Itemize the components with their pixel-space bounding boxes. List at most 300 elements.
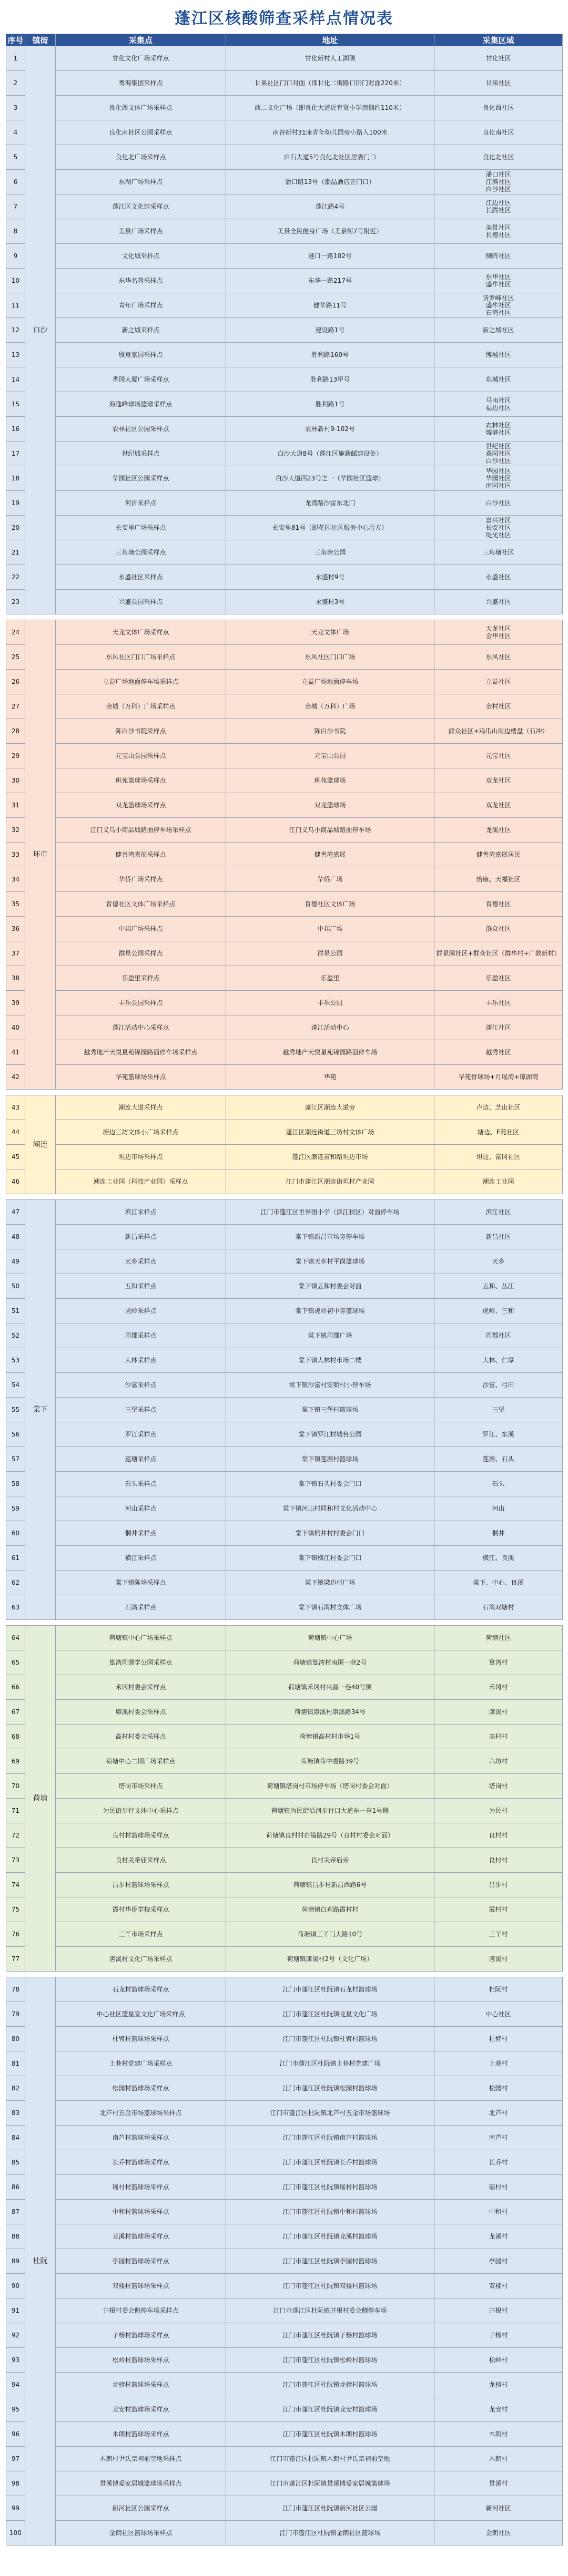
site-community: 塔岗村 <box>434 1774 563 1799</box>
row-number: 4 <box>6 120 25 145</box>
site-address: 东华一路217号 <box>226 269 434 293</box>
site-community: 美景社区 长德社区 <box>434 219 563 244</box>
site-community: 高村村 <box>434 1725 563 1749</box>
site-name: 木朗村篮球场采样点 <box>56 2422 226 2447</box>
row-number: 3 <box>6 96 25 120</box>
site-address: 江门市蓬江区杜阮镇亭园村篮球场 <box>226 2249 434 2274</box>
site-community: 天乡 <box>434 1249 563 1274</box>
row-number: 75 <box>6 1897 25 1922</box>
row-number: 16 <box>6 417 25 442</box>
table-row <box>6 1323 563 1348</box>
group-gap-cell <box>6 1194 563 1200</box>
row-number: 55 <box>6 1398 25 1422</box>
row-number: 51 <box>6 1299 25 1323</box>
site-name: 双龙篮球场采样点 <box>56 793 226 818</box>
row-number: 31 <box>6 793 25 818</box>
site-address: 棠下镇三堡村篮球场 <box>226 1398 434 1422</box>
site-community: 石头 <box>434 1472 563 1496</box>
site-address: 江门市蓬江区杜阮镇新河社区公园 <box>226 2496 434 2521</box>
row-number: 94 <box>6 2373 25 2397</box>
site-name: 禾冈村委会采样点 <box>56 1675 226 1700</box>
table-row <box>6 1799 563 1823</box>
town-cell: 白沙 <box>25 46 56 614</box>
site-address: 中邦广场 <box>226 917 434 941</box>
table-row <box>6 1447 563 1472</box>
row-number: 32 <box>6 818 25 843</box>
site-address: 江门市蓬江区杜阮镇龙溪村篮球场 <box>226 2224 434 2249</box>
site-name: 贯溪博爱家居城篮球场采样点 <box>56 2471 226 2496</box>
site-community: 东风社区 <box>434 645 563 670</box>
site-address: 棠下镇五和村委会对面 <box>226 1274 434 1299</box>
site-community: 篁湾村 <box>434 1650 563 1675</box>
row-number: 53 <box>6 1348 25 1373</box>
site-community: 新河社区 <box>434 2496 563 2521</box>
site-name: 香园大厦广场采样点 <box>56 367 226 392</box>
page-title: 蓬江区核酸筛查采样点情况表 <box>175 9 393 28</box>
site-community: 新之城社区 <box>434 318 563 343</box>
site-community: 龙溪村 <box>434 2224 563 2249</box>
site-community: 坦边、富冈社区 <box>434 1145 563 1169</box>
site-name: 滨江采样点 <box>56 1200 226 1225</box>
site-address: 江门市蓬江区杜阮镇龙星文化广场 <box>226 2002 434 2027</box>
row-number: 92 <box>6 2323 25 2348</box>
site-community: 育德社区 <box>434 892 563 917</box>
site-address: 江门市蓬江区杜阮镇南芦村篮球场 <box>226 2126 434 2150</box>
table-row <box>6 1571 563 1595</box>
table-row <box>6 1977 563 2002</box>
row-number: 91 <box>6 2298 25 2323</box>
table-row <box>6 694 563 719</box>
row-number: 50 <box>6 1274 25 1299</box>
site-address: 胜利路1号 <box>226 392 434 417</box>
site-name: 塔岗市场采样点 <box>56 1774 226 1799</box>
site-community: 贯溪村 <box>434 2471 563 2496</box>
site-community: 罗江、东溪 <box>434 1422 563 1447</box>
table-row <box>6 219 563 244</box>
site-community: 良化南社区 <box>434 120 563 145</box>
row-number: 38 <box>6 966 25 991</box>
site-name: 木朗村尹氏宗祠前空地采样点 <box>56 2447 226 2471</box>
table-row <box>6 1496 563 1521</box>
site-community: 滨江社区 <box>434 1200 563 1225</box>
row-number: 5 <box>6 145 25 170</box>
site-community: 石湾双塘村 <box>434 1595 563 1620</box>
site-community: 长乔村 <box>434 2150 563 2175</box>
row-number: 21 <box>6 540 25 565</box>
site-address: 棠下镇新昌市场旁停车场 <box>226 1225 434 1249</box>
table-row <box>6 892 563 917</box>
site-address: 棠下镇沙富村安朝村小停车场 <box>226 1373 434 1398</box>
site-community: 大林、仁厚 <box>434 1348 563 1373</box>
row-number: 45 <box>6 1145 25 1169</box>
row-number: 33 <box>6 843 25 867</box>
table-row <box>6 2521 563 2546</box>
site-address: 江门市蓬江区杜阮镇龙安村篮球场 <box>226 2397 434 2422</box>
site-community: 瑶村村 <box>434 2175 563 2200</box>
site-community: 群众社区 <box>434 917 563 941</box>
row-number: 65 <box>6 1650 25 1675</box>
row-number: 6 <box>6 170 25 194</box>
header-community: 采集区域 <box>434 34 563 46</box>
site-address: 白沙大道西23号之一（华园社区篮球） <box>226 466 434 491</box>
site-name: 中心社区篮星宣文化广场采样点 <box>56 2002 226 2027</box>
table-row <box>6 194 563 219</box>
row-number: 1 <box>6 46 25 71</box>
site-name: 长安里广场采样点 <box>56 516 226 540</box>
site-community: 禾冈村 <box>434 1675 563 1700</box>
site-community: 荷塘社区 <box>434 1626 563 1650</box>
row-number: 60 <box>6 1521 25 1546</box>
row-number: 12 <box>6 318 25 343</box>
site-community: 沙富、弓田 <box>434 1373 563 1398</box>
row-number: 88 <box>6 2224 25 2249</box>
row-number: 35 <box>6 892 25 917</box>
site-community: 六坊村 <box>434 1749 563 1774</box>
site-address: 华侨广场 <box>226 867 434 892</box>
site-name: 农林社区公园采样点 <box>56 417 226 442</box>
table-row <box>6 1749 563 1774</box>
site-address: 蓬江区潮连富和路坦边市场 <box>226 1145 434 1169</box>
site-name: 良村关帝庙采样点 <box>56 1848 226 1873</box>
site-address: 棠下镇梁边村广场 <box>226 1571 434 1595</box>
site-address: 棠下镇天乡村平岗篮球场 <box>226 1249 434 1274</box>
site-community: 群众社区+鸡爪山周边楼盘（石冲） <box>434 719 563 744</box>
table-row <box>6 466 563 491</box>
table-row <box>6 1120 563 1145</box>
table-row <box>6 293 563 318</box>
row-number: 69 <box>6 1749 25 1774</box>
site-community: 良化西社区 <box>434 96 563 120</box>
site-name: 三堡采样点 <box>56 1398 226 1422</box>
site-community: 富兴社区 长安社区 堤光社区 <box>434 516 563 540</box>
site-address: 棠下镇罗江村城台公园 <box>226 1422 434 1447</box>
site-community: 卢边、芝山社区 <box>434 1095 563 1120</box>
site-address: 荷塘镇康溪村康溪路34号 <box>226 1700 434 1725</box>
row-number: 81 <box>6 2051 25 2076</box>
site-community: 莲塘、石头 <box>434 1447 563 1472</box>
site-address: 蓬江区潮连大道旁 <box>226 1095 434 1120</box>
site-name: 良化西文体广场采样点 <box>56 96 226 120</box>
row-number: 10 <box>6 269 25 293</box>
site-name: 塘边三坊文体小广场采样点 <box>56 1120 226 1145</box>
table-row <box>6 2397 563 2422</box>
row-number: 42 <box>6 1065 25 1090</box>
site-address: 棠下镇横江村委会门口 <box>226 1546 434 1571</box>
row-number: 14 <box>6 367 25 392</box>
table-row <box>6 2249 563 2274</box>
row-number: 20 <box>6 516 25 540</box>
site-name: 桐井采样点 <box>56 1521 226 1546</box>
site-address: 江门市蓬江区杜阮镇木朗村尹氏宗祠前空地 <box>226 2447 434 2471</box>
site-community: 立益社区 <box>434 670 563 694</box>
town-cell: 杜阮 <box>25 1977 56 2546</box>
row-number: 46 <box>6 1169 25 1194</box>
site-address: 元宝山公园 <box>226 744 434 768</box>
site-community: 华苑骨球场+月瑶湾+琼湖湾 <box>434 1065 563 1090</box>
table-row <box>6 867 563 892</box>
site-address: 江门市蓬江区杜阮镇双楼村篮球场 <box>226 2274 434 2298</box>
row-number: 25 <box>6 645 25 670</box>
table-row <box>6 2373 563 2397</box>
site-name: 虎岭采样点 <box>56 1299 226 1323</box>
table-row <box>6 2422 563 2447</box>
site-community: 木朗村 <box>434 2422 563 2447</box>
site-name: 美景广场采样点 <box>56 219 226 244</box>
row-number: 68 <box>6 1725 25 1749</box>
site-name: 龙安村篮球场采样点 <box>56 2397 226 2422</box>
table-row <box>6 1015 563 1040</box>
table-row <box>6 170 563 194</box>
table-row <box>6 719 563 744</box>
site-community: 怡康、天福社区 <box>434 867 563 892</box>
row-number: 82 <box>6 2076 25 2101</box>
site-address: 江门市蓬江区杜阮镇松岭村篮球场 <box>226 2348 434 2373</box>
site-community: 龙榜村 <box>434 2373 563 2397</box>
row-number: 97 <box>6 2447 25 2471</box>
site-name: 金朗社区篮球场采样点 <box>56 2521 226 2546</box>
site-community: 东城社区 <box>434 367 563 392</box>
table-row <box>6 2175 563 2200</box>
table-row <box>6 1422 563 1447</box>
site-community: 松岭村 <box>434 2348 563 2373</box>
site-name: 元宝山公园采样点 <box>56 744 226 768</box>
site-address: 建设路1号 <box>226 318 434 343</box>
row-number: 2 <box>6 71 25 96</box>
row-number: 9 <box>6 244 25 269</box>
site-community: 东华社区 盛华社区 <box>434 269 563 293</box>
site-address: 越秀地产天悦星苑锦园路面停车场 <box>226 1040 434 1065</box>
site-name: 天乡采样点 <box>56 1249 226 1274</box>
table-row <box>6 2002 563 2027</box>
row-number: 76 <box>6 1922 25 1947</box>
site-address: 荷塘镇三丫门大路10号 <box>226 1922 434 1947</box>
site-name: 立益广场地面停车场采样点 <box>56 670 226 694</box>
site-community: 南芦村 <box>434 2126 563 2150</box>
site-name: 潮连工业园（科技产业园）采样点 <box>56 1169 226 1194</box>
table-row <box>6 1225 563 1249</box>
site-name: 北芦村五金市场篮球场采样点 <box>56 2101 226 2126</box>
table-row <box>6 2471 563 2496</box>
site-name: 五和采样点 <box>56 1274 226 1299</box>
site-community: 木朗村 <box>434 2447 563 2471</box>
site-address: 立益广场地面停车场 <box>226 670 434 694</box>
group-gap <box>6 1972 563 1977</box>
site-community: 博城社区 <box>434 343 563 367</box>
site-name: 中邦广场采样点 <box>56 917 226 941</box>
site-name: 大林采样点 <box>56 1348 226 1373</box>
site-community: 杜臂村 <box>434 2027 563 2051</box>
table-row <box>6 1169 563 1194</box>
row-number: 80 <box>6 2027 25 2051</box>
row-number: 37 <box>6 941 25 966</box>
site-community: 北芦村 <box>434 2101 563 2126</box>
table-row <box>6 670 563 694</box>
site-name: 荷塘镇中心广场采样点 <box>56 1626 226 1650</box>
row-number: 15 <box>6 392 25 417</box>
site-name: 为民街步行文体中心采样点 <box>56 1799 226 1823</box>
site-community: 横江、良溪 <box>434 1546 563 1571</box>
site-address: 江门市蓬江区杜阮镇中和村篮球场 <box>226 2200 434 2224</box>
town-cell: 潮连 <box>25 1095 56 1194</box>
site-name: 三角塘公园采样点 <box>56 540 226 565</box>
row-number: 66 <box>6 1675 25 1700</box>
row-number: 11 <box>6 293 25 318</box>
site-name: 唐溪村文化广场采样点 <box>56 1947 226 1972</box>
row-number: 73 <box>6 1848 25 1873</box>
table-row <box>6 1348 563 1373</box>
table-row <box>6 1274 563 1299</box>
site-community: 潮连工业园 <box>434 1169 563 1194</box>
header-no: 序号 <box>6 34 25 46</box>
row-number: 98 <box>6 2471 25 2496</box>
site-address: 华苑 <box>226 1065 434 1090</box>
table-row <box>6 516 563 540</box>
row-number: 19 <box>6 491 25 516</box>
site-name: 瑶村村篮球场采样点 <box>56 2175 226 2200</box>
site-address: 棠下镇桐井村村委会门口 <box>226 1521 434 1546</box>
site-name: 新之城采样点 <box>56 318 226 343</box>
table-row <box>6 1373 563 1398</box>
site-name: 蓬江活动中心采样点 <box>56 1015 226 1040</box>
site-community: 双龙社区 <box>434 768 563 793</box>
site-name: 新昌采样点 <box>56 1225 226 1249</box>
site-name: 健善湾嘉展采样点 <box>56 843 226 867</box>
site-name: 沙富采样点 <box>56 1373 226 1398</box>
site-name: 何沂采样点 <box>56 491 226 516</box>
site-community: 桐井 <box>434 1521 563 1546</box>
row-number: 79 <box>6 2002 25 2027</box>
table-row <box>6 1249 563 1274</box>
row-number: 96 <box>6 2422 25 2447</box>
site-community: 蓬江社区 <box>434 1015 563 1040</box>
row-number: 74 <box>6 1873 25 1897</box>
site-address: 天龙文体广场 <box>226 620 434 645</box>
site-community: 良村村 <box>434 1823 563 1848</box>
site-name: 康溪村委会采样点 <box>56 1700 226 1725</box>
table-row <box>6 1065 563 1090</box>
site-community: 世纪社区 桑园社区 白沙社区 <box>434 442 563 466</box>
site-name: 群星公园采样点 <box>56 941 226 966</box>
header-address: 地址 <box>226 34 434 46</box>
table-row <box>6 269 563 293</box>
row-number: 39 <box>6 991 25 1015</box>
site-name: 华园社区公园采样点 <box>56 466 226 491</box>
site-address: 永盛村3号 <box>226 590 434 614</box>
table-row <box>6 1040 563 1065</box>
table-row <box>6 1650 563 1675</box>
site-name: 江门义乌小商品城路面停车场采样点 <box>56 818 226 843</box>
site-address: 长安里81号（即花园社区服务中心后方） <box>226 516 434 540</box>
row-number: 59 <box>6 1496 25 1521</box>
site-name: 周郡采样点 <box>56 1323 226 1348</box>
row-number: 18 <box>6 466 25 491</box>
site-address: 江门市蓬江区杜阮镇北芦村五金市场篮球场 <box>226 2101 434 2126</box>
site-address: 健华路11号 <box>226 293 434 318</box>
row-number: 89 <box>6 2249 25 2274</box>
site-name: 石湾采样点 <box>56 1595 226 1620</box>
site-community: 金朗社区 <box>434 2521 563 2546</box>
site-community: 侧阵社区 <box>434 244 563 269</box>
site-address: 江门市蓬江区杜阮镇子杨村篮球场 <box>226 2323 434 2348</box>
row-number: 48 <box>6 1225 25 1249</box>
table-row <box>6 145 563 170</box>
table-row <box>6 843 563 867</box>
site-address: 江门市蓬江区世界图小学（滨江校区）对面停车场 <box>226 1200 434 1225</box>
table-row <box>6 1626 563 1650</box>
site-community: 霞村村 <box>434 1897 563 1922</box>
table-row <box>6 1897 563 1922</box>
row-number: 34 <box>6 867 25 892</box>
table-row <box>6 120 563 145</box>
site-name: 篁湾周源学公园采样点 <box>56 1650 226 1675</box>
site-name: 松岭村篮球场采样点 <box>56 2348 226 2373</box>
table-row <box>6 442 563 466</box>
table-row <box>6 1675 563 1700</box>
site-name: 华苑篮球场采样点 <box>56 1065 226 1090</box>
row-number: 56 <box>6 1422 25 1447</box>
row-number: 17 <box>6 442 25 466</box>
table-row <box>6 2274 563 2298</box>
table-row <box>6 645 563 670</box>
table-row <box>6 1774 563 1799</box>
group-gap <box>6 614 563 620</box>
site-name: 文化城采样点 <box>56 244 226 269</box>
row-number: 70 <box>6 1774 25 1799</box>
site-address: 江门市蓬江区潮连街坦村产业园 <box>226 1169 434 1194</box>
table-row <box>6 540 563 565</box>
site-name: 井根村委会侧停车场采样点 <box>56 2298 226 2323</box>
site-name: 新河社区公园采样点 <box>56 2496 226 2521</box>
table-row <box>6 2027 563 2051</box>
table-row <box>6 392 563 417</box>
site-community: 杜阮村 <box>434 1977 563 2002</box>
site-address: 胜利路160号 <box>226 343 434 367</box>
group-gap-cell <box>6 1972 563 1977</box>
site-address: 西二文化广场（即良化大道近育贤小学南侧约110米） <box>226 96 434 120</box>
table-row <box>6 2150 563 2175</box>
site-name: 子杨村篮球场采样点 <box>56 2323 226 2348</box>
site-name: 班苑篮球场采样点 <box>56 768 226 793</box>
site-name: 粤海集团采样点 <box>56 71 226 96</box>
row-number: 30 <box>6 768 25 793</box>
site-community: 五和、丛江 <box>434 1274 563 1299</box>
table-row <box>6 744 563 768</box>
site-name: 中和村篮球场采样点 <box>56 2200 226 2224</box>
row-number: 13 <box>6 343 25 367</box>
row-number: 95 <box>6 2397 25 2422</box>
table-row <box>6 1595 563 1620</box>
row-number: 24 <box>6 620 25 645</box>
sampling-sites-table <box>6 34 563 2546</box>
site-address: 棠下镇虎岭初中旁篮球场 <box>226 1299 434 1323</box>
site-name: 松园村篮球场采样点 <box>56 2076 226 2101</box>
table-row <box>6 2496 563 2521</box>
site-community: 康溪村 <box>434 1700 563 1725</box>
table-row <box>6 46 563 71</box>
site-address: 江门市蓬江区杜阮镇石龙村篮球场 <box>226 1977 434 2002</box>
site-name: 潮连大道采样点 <box>56 1095 226 1120</box>
site-address: 双龙篮球场 <box>226 793 434 818</box>
site-community: 新昌社区 <box>434 1225 563 1249</box>
group-gap-cell <box>6 1620 563 1626</box>
row-number: 36 <box>6 917 25 941</box>
site-community: 吕步村 <box>434 1873 563 1897</box>
table-row <box>6 768 563 793</box>
table-row <box>6 818 563 843</box>
site-name: 吕步村篮球场采样点 <box>56 1873 226 1897</box>
row-number: 71 <box>6 1799 25 1823</box>
row-number: 100 <box>6 2521 25 2546</box>
